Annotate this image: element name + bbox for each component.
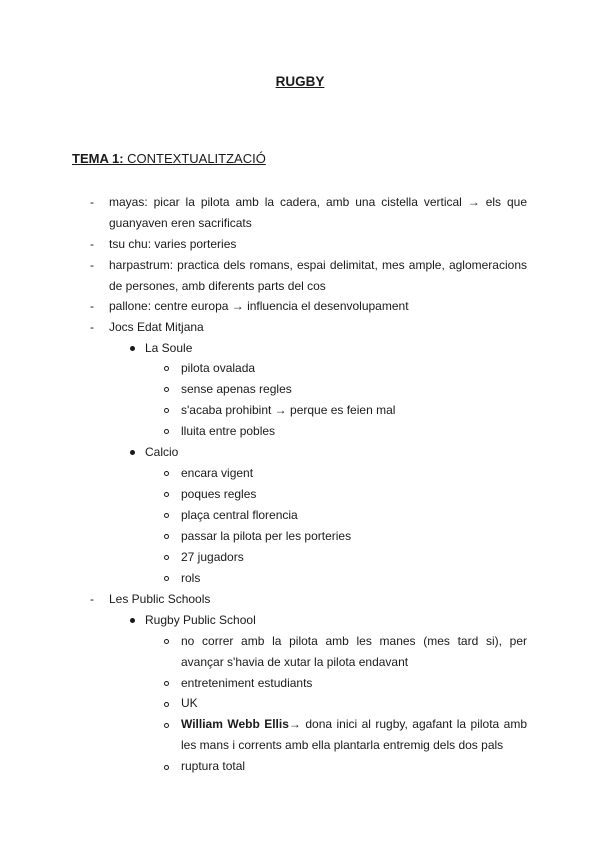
sub-sub-item: UK (181, 696, 198, 710)
bullet-dot (130, 346, 135, 351)
dash-marker: - (90, 299, 94, 313)
bullet-circle (164, 387, 169, 392)
dash-marker: - (90, 320, 94, 334)
dash-marker: - (90, 237, 94, 251)
dash-marker: - (90, 258, 94, 272)
sub-sub-item-webb-ellis (181, 714, 527, 735)
bullet-circle (164, 555, 169, 560)
bullet-circle (164, 723, 169, 728)
sub-sub-item: plaça central florencia (181, 508, 298, 522)
list-item-jocs: Jocs Edat Mitjana (109, 320, 204, 334)
sub-sub-item: rols (181, 571, 201, 585)
sub-sub-item: encara vigent (181, 466, 254, 480)
bullet-circle (164, 681, 169, 686)
bullet-circle (164, 366, 169, 371)
sub-item-lasoule: La Soule (145, 341, 193, 355)
sub-sub-item: sense apenas regles (181, 382, 292, 396)
bullet-circle (164, 702, 169, 707)
heading-text: CONTEXTUALITZACIÓ (123, 151, 266, 166)
list-item-tsuchu: tsu chu: varies porteries (109, 237, 237, 251)
bullet-circle (164, 576, 169, 581)
sub-item-rugby-school: Rugby Public School (145, 613, 256, 627)
dash-marker: - (90, 195, 94, 209)
bullet-dot (130, 618, 135, 623)
sub-sub-item-cont: avançar s'havia de xutar la pilota endavant (181, 655, 409, 669)
heading-number: TEMA 1: (72, 151, 124, 166)
bullet-circle (164, 639, 169, 644)
bullet-circle (164, 765, 169, 770)
list-item-public-schools: Les Public Schools (109, 592, 211, 606)
document-title: RUGBY (275, 74, 325, 89)
list-item-pallone: pallone: centre europa → influencia el desenvolupament (109, 299, 409, 313)
bullet-dot (130, 450, 135, 455)
sub-sub-item: passar la pilota per les porteries (181, 529, 352, 543)
bullet-circle (164, 429, 169, 434)
sub-sub-item: lluita entre pobles (181, 424, 276, 438)
list-item-harpastrum: harpastrum: practica dels romans, espai delimitat, mes ample, aglomeracions (109, 258, 527, 272)
list-item-mayas-cont: guanyaven eren sacrificats (109, 216, 252, 230)
bullet-circle (164, 492, 169, 497)
bullet-circle (164, 534, 169, 539)
sub-sub-item: entreteniment estudiants (181, 676, 313, 690)
bullet-circle (164, 408, 169, 413)
sub-sub-item: pilota ovalada (181, 361, 256, 375)
list-item-harpastrum-cont: de persones, amb diferents parts del cos (109, 279, 326, 293)
sub-sub-item: no correr amb la pilota amb les manes (mes tard si), per (181, 634, 527, 648)
sub-sub-item: poques regles (181, 487, 257, 501)
section-heading (72, 151, 266, 166)
sub-sub-item: 27 jugadors (181, 550, 244, 564)
webb-ellis-text: → dona inici al rugby, agafant la pilota amb (288, 717, 527, 731)
bullet-circle (164, 471, 169, 476)
list-item-mayas: mayas: picar la pilota amb la cadera, amb una cistella vertical → els que (109, 195, 527, 209)
bullet-circle (164, 513, 169, 518)
sub-sub-item-cont: les mans i corrents amb ella plantarla entremig dels dos pals (181, 738, 504, 752)
webb-ellis-name: William Webb Ellis (181, 717, 289, 731)
dash-marker: - (90, 592, 94, 606)
sub-item-calcio: Calcio (145, 445, 179, 459)
sub-sub-item: s'acaba prohibint → perque es feien mal (181, 403, 396, 417)
sub-sub-item: ruptura total (181, 759, 246, 773)
